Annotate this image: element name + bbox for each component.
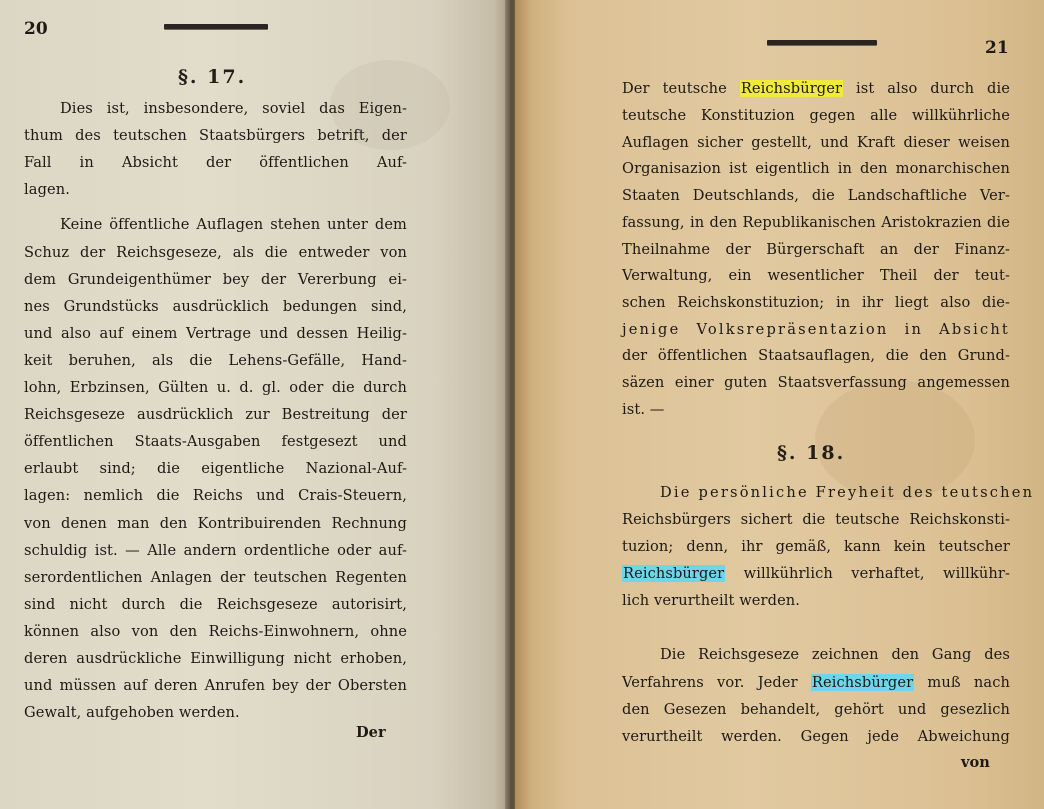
page-number: 20 xyxy=(24,19,48,39)
text-line: und also auf einem Vertrage und dessen Heilig- xyxy=(24,324,407,342)
text-line: und müssen auf deren Anrufen bey der Obersten xyxy=(24,677,407,695)
text-line: Gewalt, aufgehoben werden. xyxy=(24,704,240,722)
text-line: jenige Volksrepräsentazion in Absicht xyxy=(622,320,1010,338)
text-line: deren ausdrückliche Einwilligung nicht erhoben, xyxy=(24,650,407,667)
text-line: lagen. xyxy=(24,181,70,199)
text-line: dem Grundeigenthümer bey der Vererbung ei- xyxy=(24,270,407,288)
text-line: öffentlichen Staats-Ausgaben festgesezt und xyxy=(24,433,407,451)
text-line: verurtheilt werden. Gegen jede Abweichung xyxy=(622,728,1010,745)
text-line: Schuz der Reichsgeseze, als die entweder von xyxy=(24,243,407,261)
text-line: Theilnahme der Bürgerschaft an der Finanz- xyxy=(622,240,1010,258)
highlight-reichsbuerger: Reichsbürger xyxy=(740,80,843,97)
text-line: Verwaltung, ein wesentlicher Theil der teut- xyxy=(622,267,1010,285)
text-line: Die Reichsgeseze zeichnen den Gang des xyxy=(660,646,1010,663)
text-line: schuldig ist. — Alle andern ordentliche oder auf- xyxy=(24,541,407,559)
text-line: Reichsbürgers sichert die teutsche Reichskonsti- xyxy=(622,511,1010,528)
text-line: den Gesezen behandelt, gehört und gesezlich xyxy=(622,701,1010,718)
text-line: Reichsbürger willkührlich verhaftet, willkühr- xyxy=(623,565,1010,582)
text-line: der öffentlichen Staatsauflagen, die den Grund- xyxy=(622,347,1010,365)
highlight-reichsbuerger: Reichsbürger xyxy=(623,565,725,582)
text-line: serordentlichen Anlagen der teutschen Regenten xyxy=(24,568,407,586)
text-line: ist. — xyxy=(622,400,665,418)
text-line: von denen man den Kontribuirenden Rechnung xyxy=(24,514,407,532)
text-line: teutsche Konstituzion gegen alle willkührliche xyxy=(622,107,1010,124)
text-line: Organisazion ist eigentlich in den monarchischen xyxy=(622,160,1010,178)
right-page xyxy=(515,0,1044,809)
text-line: sind nicht durch die Reichsgeseze autorisirt, xyxy=(24,595,407,613)
catchword: von xyxy=(961,754,990,771)
text-line: Keine öffentliche Auflagen stehen unter dem xyxy=(60,216,407,234)
text-line: tuzion; denn, ihr gemäß, kann kein teutscher xyxy=(622,538,1010,555)
text-line: lich verurtheilt werden. xyxy=(622,592,801,609)
text-line: lagen: nemlich die Reichs und Crais-Steuern, xyxy=(24,487,407,505)
text-line: keit beruhen, als die Lehens-Gefälle, Hand- xyxy=(24,351,407,369)
text-line: Die persönliche Freyheit des teutschen xyxy=(660,484,1035,501)
page-number: 21 xyxy=(985,38,1009,58)
header-rule xyxy=(164,24,268,29)
paper-stain xyxy=(815,380,975,500)
text-line: nes Grundstücks ausdrücklich bedungen sind, xyxy=(24,297,407,315)
text-line: erlaubt sind; die eigentliche Nazional-Auf- xyxy=(24,460,407,478)
header-rule xyxy=(767,40,877,45)
highlight-reichsbuerger: Reichsbürger xyxy=(811,674,914,691)
section-heading: §. 17. xyxy=(178,66,247,88)
text-line: Staaten Deutschlands, die Landschaftliche Ver- xyxy=(622,187,1010,205)
text-line: Der teutsche Reichsbürger ist also durch die xyxy=(622,80,1010,97)
text-line: säzen einer guten Staatsverfassung angemessen xyxy=(622,374,1010,391)
text-line: fassung, in den Republikanischen Aristokrazien die xyxy=(622,213,1010,231)
text-line: thum des teutschen Staatsbürgers betrift, der xyxy=(24,127,407,145)
text-line: Verfahrens vor. Jeder Reichsbürger muß nach xyxy=(622,674,1010,691)
text-line: Reichsgeseze ausdrücklich zur Bestreitung der xyxy=(24,406,407,424)
text-line: Dies ist, insbesondere, soviel das Eigen- xyxy=(60,100,407,117)
text-line: Fall in Absicht der öffentlichen Auf- xyxy=(24,154,407,172)
text-line: lohn, Erbzinsen, Gülten u. d. gl. oder die durch xyxy=(24,379,407,396)
text-line: Auflagen sicher gestellt, und Kraft dieser weisen xyxy=(622,133,1010,151)
section-heading: §. 18. xyxy=(777,442,846,464)
catchword: Der xyxy=(356,724,386,741)
text-line: schen Reichskonstituzion; in ihr liegt also die- xyxy=(622,293,1010,311)
text-line: können also von den Reichs-Einwohnern, ohne xyxy=(24,622,407,640)
left-page xyxy=(0,0,509,809)
